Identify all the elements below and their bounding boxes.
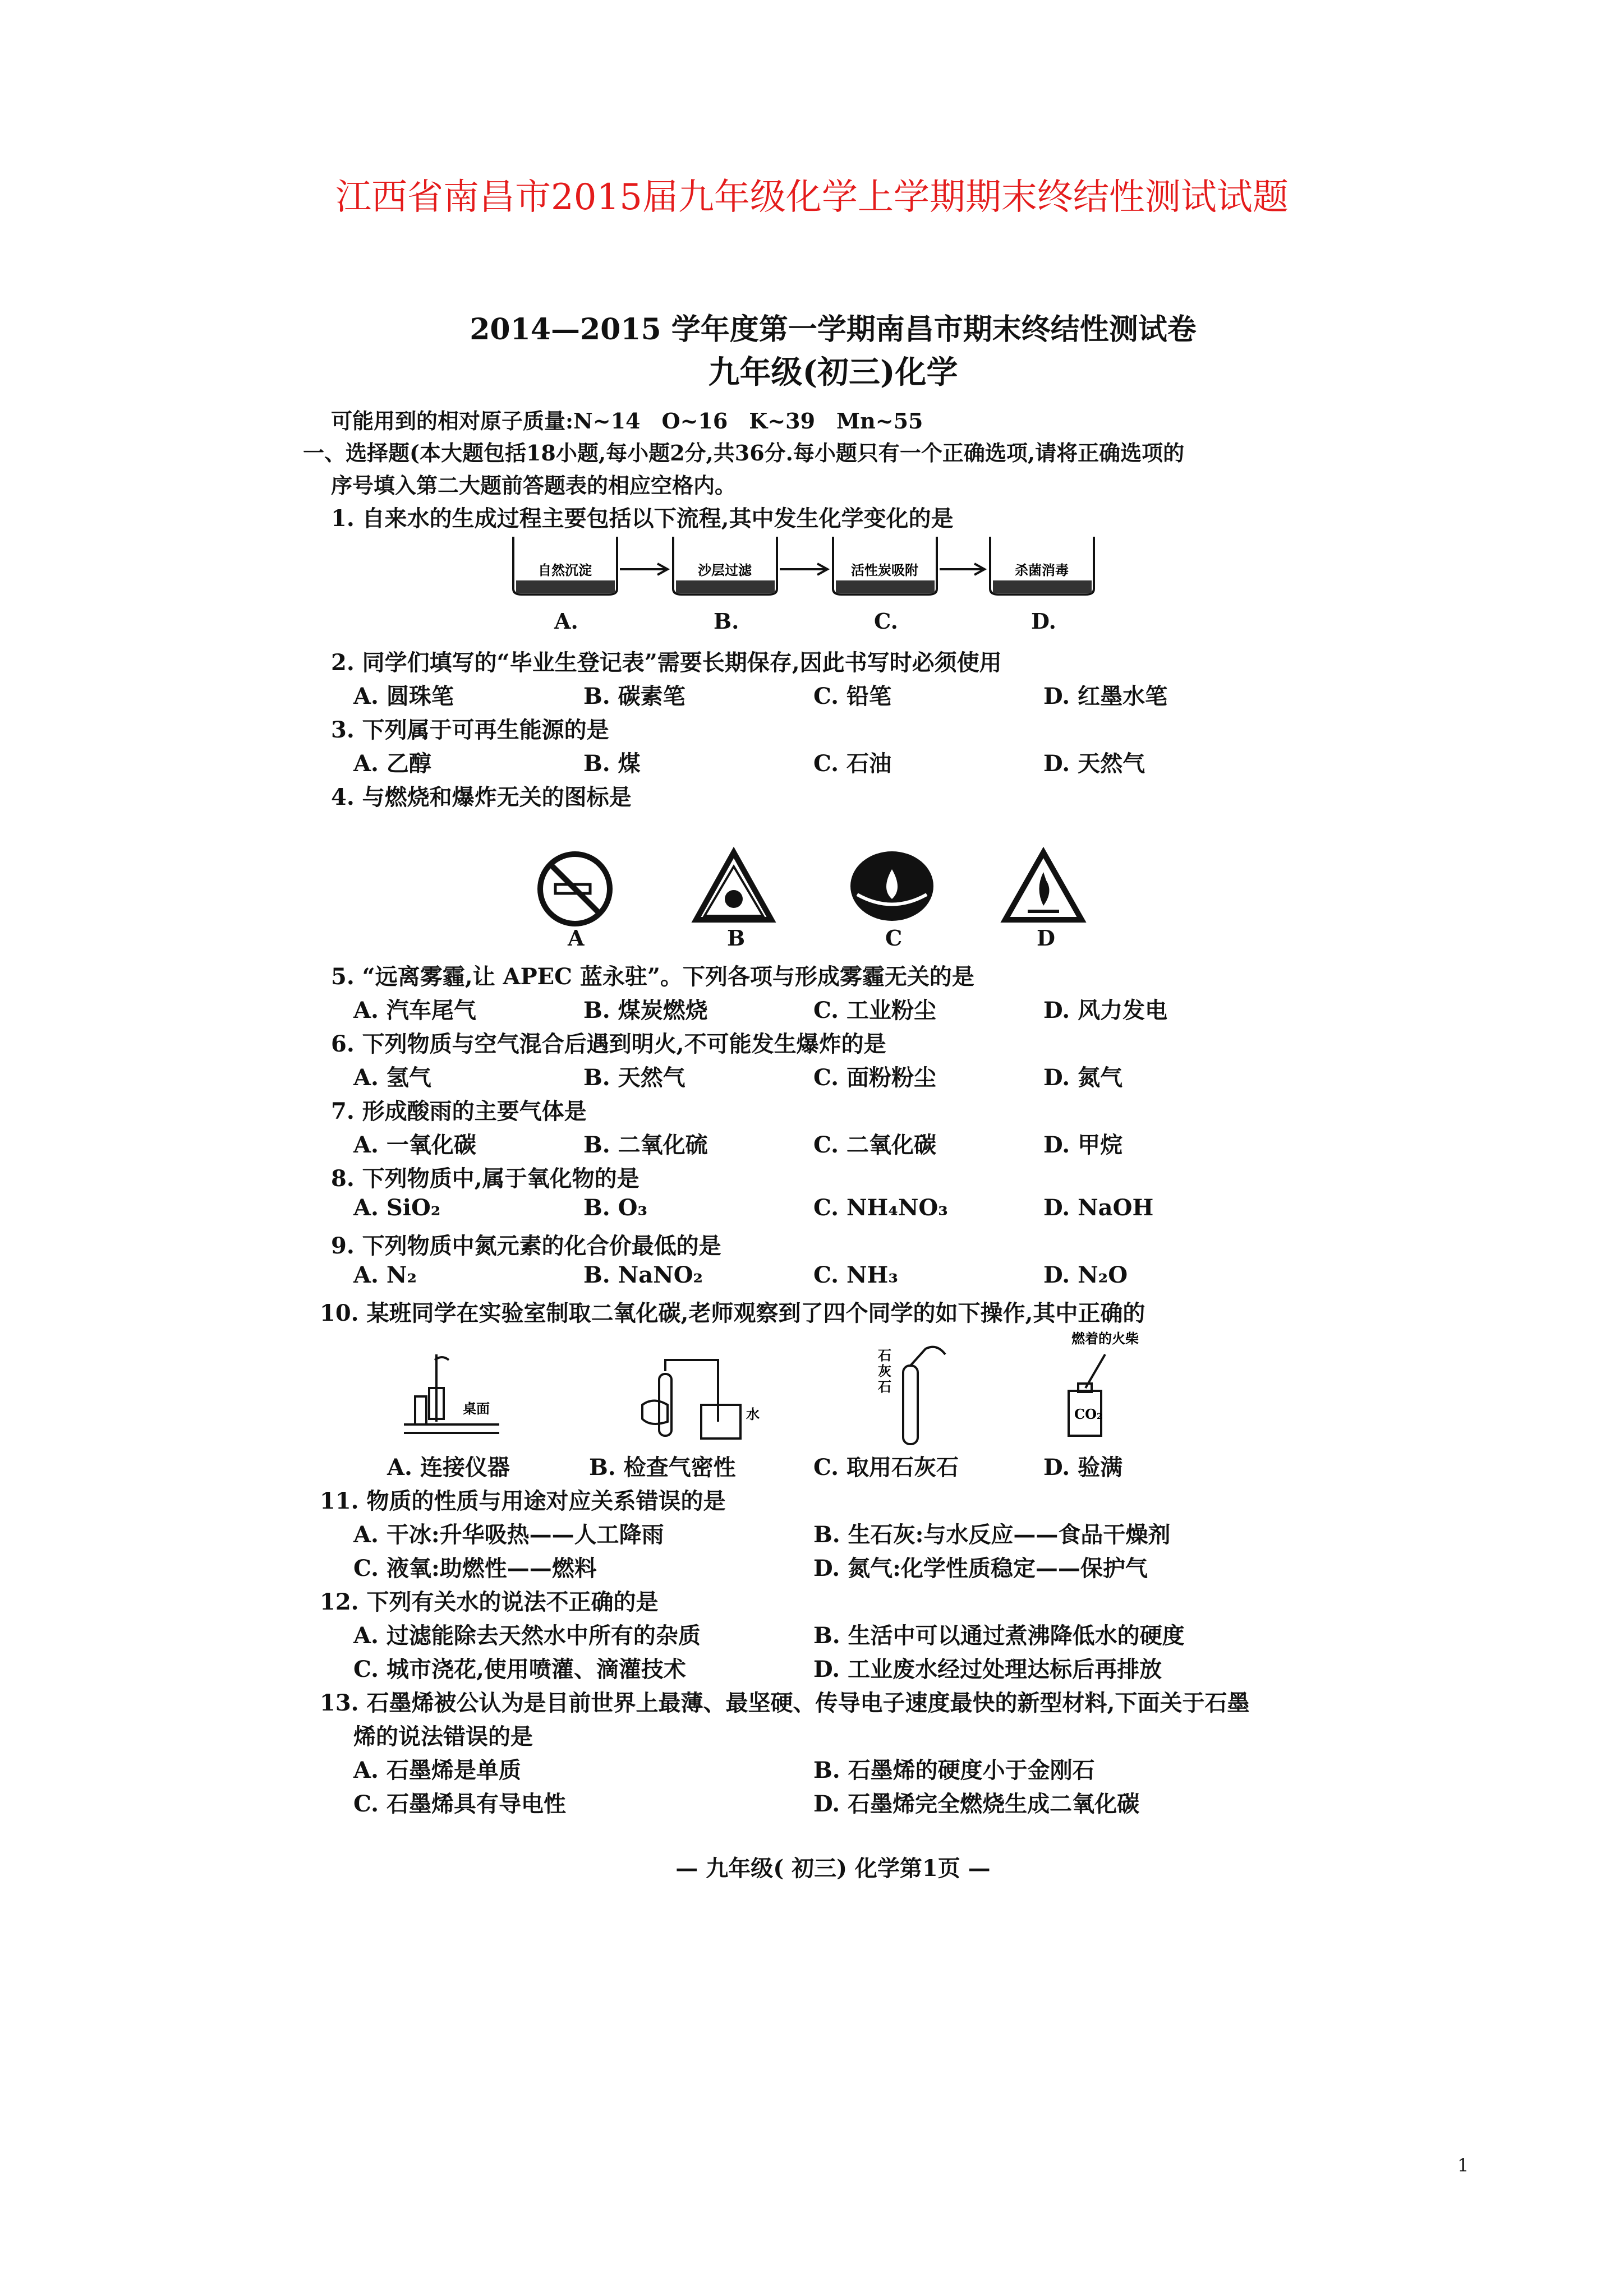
option: B. 生活中可以通过煮沸降低水的硬度	[813, 1622, 1185, 1649]
exam-footer: — 九年级( 初三) 化学第1页 —	[675, 1855, 991, 1882]
option: D. 验满	[1043, 1454, 1123, 1481]
option: D. 氮气	[1043, 1064, 1123, 1091]
take-limestone-figure	[903, 1347, 945, 1444]
gas-full-test-figure	[1069, 1354, 1105, 1436]
option: B. 煤炭燃烧	[583, 997, 708, 1023]
step-label: 活性炭吸附	[851, 562, 918, 578]
question-stem-continued: 烯的说法错误的是	[353, 1723, 533, 1750]
option: C. 石墨烯具有导电性	[353, 1791, 566, 1817]
option: D. 风力发电	[1043, 997, 1168, 1023]
option-label: D	[1037, 925, 1055, 951]
match-label: 燃着的火柴	[1071, 1330, 1139, 1347]
option-label: A.	[554, 608, 578, 634]
question-stem: 9. 下列物质中氮元素的化合价最低的是	[331, 1233, 721, 1259]
option: C. NH₄NO₃	[813, 1195, 948, 1221]
section-instructions-line1: 一、选择题(本大题包括18小题,每小题2分,共36分.每小题只有一个正确选项,请将正确选项的	[303, 440, 1185, 465]
option: A. 石墨烯是单质	[353, 1757, 521, 1783]
option: A. 圆珠笔	[353, 683, 454, 709]
question-stem: 5. “远离雾霾,让 APEC 蓝永驻”。下列各项与形成雾霾无关的是	[331, 963, 974, 990]
question-stem: 10. 某班同学在实验室制取二氧化碳,老师观察到了四个同学的如下操作,其中正确的	[320, 1300, 1145, 1326]
option: C. NH₃	[813, 1262, 898, 1288]
option: A. 连接仪器	[387, 1454, 510, 1481]
question-stem: 13. 石墨烯被公认为是目前世界上最薄、最坚硬、传导电子速度最快的新型材料,下面关于石墨	[320, 1690, 1250, 1716]
airtightness-check-figure	[642, 1360, 740, 1439]
svg-text:石: 石	[878, 1378, 891, 1395]
option: A. 过滤能除去天然水中所有的杂质	[353, 1622, 701, 1649]
option: A. 汽车尾气	[353, 997, 476, 1023]
limestone-label: 石	[878, 1347, 891, 1363]
option: C. 石油	[813, 750, 891, 777]
step-label: 自然沉淀	[538, 562, 592, 578]
section-instructions-line2: 序号填入第二大题前答题表的相应空格内。	[331, 473, 737, 498]
option: C. 液氧:助燃性——燃料	[353, 1555, 597, 1582]
option: C. 取用石灰石	[813, 1454, 959, 1481]
option: C. 铅笔	[813, 683, 891, 709]
atomic-masses: 可能用到的相对原子质量:N~14 O~16 K~39 Mn~55	[331, 408, 923, 434]
question-stem: 2. 同学们填写的“毕业生登记表”需要长期保存,因此书写时必须使用	[331, 649, 1002, 676]
option-label: A	[568, 925, 585, 951]
co2-label: CO₂	[1074, 1406, 1103, 1422]
option: A. 乙醇	[353, 750, 431, 777]
option-label: B	[727, 925, 746, 951]
question-stem: 11. 物质的性质与用途对应关系错误的是	[320, 1488, 726, 1514]
option: C. 面粉粉尘	[813, 1064, 936, 1091]
option-label: B.	[714, 608, 739, 634]
option: B. 碳素笔	[583, 683, 686, 709]
option: A. N₂	[353, 1262, 417, 1288]
no-smoking-icon	[540, 854, 610, 924]
page-title: 江西省南昌市2015届九年级化学上学期期末终结性测试试题	[335, 177, 1289, 218]
connect-apparatus-figure	[404, 1354, 499, 1433]
option: D. 氮气:化学性质稳定——保护气	[813, 1555, 1148, 1582]
option: A. SiO₂	[353, 1195, 441, 1221]
option: B. 天然气	[583, 1064, 686, 1091]
option: C. 城市浇花,使用喷灌、滴灌技术	[353, 1656, 686, 1682]
page-number: 1	[1457, 2155, 1469, 2176]
question-stem: 8. 下列物质中,属于氧化物的是	[331, 1165, 640, 1192]
exam-title: 2014—2015 学年度第一学期南昌市期末终结性测试卷	[470, 312, 1197, 347]
water-drop-icon	[850, 851, 933, 921]
question-stem: 12. 下列有关水的说法不正确的是	[320, 1589, 659, 1615]
desk-label: 桌面	[463, 1400, 490, 1417]
option: B. 石墨烯的硬度小于金刚石	[813, 1757, 1095, 1783]
question-stem: 1. 自来水的生成过程主要包括以下流程,其中发生化学变化的是	[331, 505, 954, 532]
option: B. NaNO₂	[583, 1262, 703, 1288]
option: B. 煤	[583, 750, 641, 777]
option: B. 检查气密性	[589, 1454, 736, 1481]
question-stem: 3. 下列属于可再生能源的是	[331, 717, 609, 743]
option-label: C.	[874, 608, 898, 634]
option-label: D.	[1031, 608, 1056, 634]
flammable-warning-icon	[1005, 852, 1082, 920]
option: C. 工业粉尘	[813, 997, 936, 1023]
option-label: C	[885, 925, 903, 951]
option: D. 石墨烯完全燃烧生成二氧化碳	[813, 1791, 1140, 1817]
option: D. 工业废水经过处理达标后再排放	[813, 1656, 1162, 1682]
option: A. 干冰:升华吸热——人工降雨	[353, 1522, 664, 1548]
option: D. N₂O	[1043, 1262, 1128, 1288]
question-stem: 6. 下列物质与空气混合后遇到明火,不可能发生爆炸的是	[331, 1031, 886, 1057]
question-stem: 4. 与燃烧和爆炸无关的图标是	[331, 784, 632, 810]
option: D. 甲烷	[1043, 1132, 1123, 1158]
option: D. NaOH	[1043, 1195, 1154, 1221]
option: D. 红墨水笔	[1043, 683, 1168, 709]
option: B. O₃	[583, 1195, 648, 1221]
step-label: 杀菌消毒	[1015, 562, 1069, 578]
option: D. 天然气	[1043, 750, 1145, 777]
svg-text:灰: 灰	[878, 1363, 891, 1379]
exam-subtitle: 九年级(初三)化学	[708, 354, 958, 391]
option: C. 二氧化碳	[813, 1132, 936, 1158]
option: B. 生石灰:与水反应——食品干燥剂	[813, 1522, 1171, 1548]
question-stem: 7. 形成酸雨的主要气体是	[331, 1098, 587, 1124]
option: A. 氢气	[353, 1064, 431, 1091]
option: B. 二氧化硫	[583, 1132, 708, 1158]
step-label: 沙层过滤	[698, 562, 752, 578]
option: A. 一氧化碳	[353, 1132, 476, 1158]
water-label: 水	[746, 1406, 760, 1422]
explosive-warning-icon	[696, 852, 771, 920]
